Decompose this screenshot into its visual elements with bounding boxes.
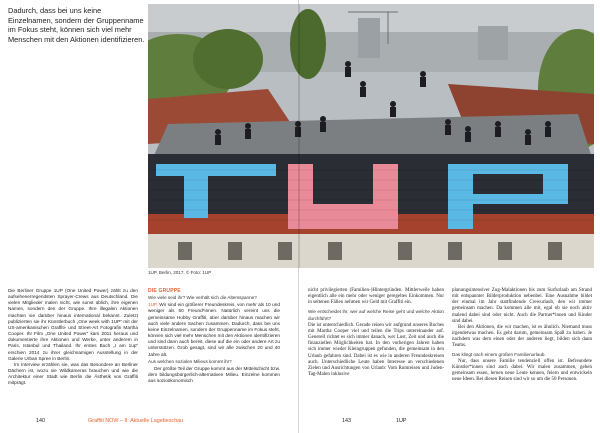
page-number-right: 143 (342, 418, 351, 424)
interview-answer (148, 302, 280, 357)
running-tag: 1UP (396, 418, 407, 424)
right-column-1 (308, 288, 444, 378)
answer-paragraph: Bei den Aktionen, die wir machen, ist es ähnlich. Niemand muss irgendetwas machen. Es geht darum, gemeinsam Spaß zu haben. Je nachdem was dem einen oder der anderen liegt, bilden sich dann Teams. (452, 324, 592, 349)
rooftop-photo (148, 4, 594, 268)
tree-center (290, 9, 326, 79)
interview-answer-4: Nur, dass unsere Familie tendenziell offen ist. Befreundete Künstler*innen sind auch dabei. Wir malen zusammen, gehen gemeinsam essen, lernen neue Leute kennen, feiern und entwickeln neue Ideen. Bei diesen Reisen sind wir so um die 50 Personen. (452, 358, 592, 383)
rooftop-illustration (148, 4, 594, 268)
left-column-1 (8, 288, 138, 387)
right-column-2 (452, 288, 592, 383)
building-facade (148, 234, 594, 268)
trees-left-2 (193, 29, 263, 89)
interview-answer-2: Der größte Teil der Gruppe kommt aus der Mittelschicht bzw. dem bildungsbürgerlich-alternativen Milieu. Einzelne kommen aus sozioökonomisch (148, 365, 280, 384)
intro-paragraph-2: Im Interview erzählen sie, was das Besondere an Berliner Dächern ist, wozu sie Wildkameras brauchen und wie die Architektur einer Stadt wie Berlin die Ästhetik von Graffiti mitprägt. (8, 361, 138, 386)
skyline-block (478, 26, 508, 60)
interview-question-4: Das klingt nach einem großen Familienurlaub. (452, 351, 546, 357)
section-heading: DIE GRUPPE (148, 288, 181, 294)
page-number-left: 140 (36, 418, 45, 424)
interview-question-2: Aus welchen sozialen Milieus kommt ihr? (148, 358, 232, 364)
photo-credit: 1UP, Berlin, 2017, © Foto: 1UP (148, 270, 212, 275)
answer-continued: nicht privilegierten (Familien-)Hintergründen. Mittlerweile haben eigentlich alle ein mehr oder weniger geregeltes Einkommen. Nur in seltenen Fällen nehmen wir Geld mit Graffiti ein. (308, 288, 444, 306)
interview-question-3: Wie entscheidet ihr, wer auf welche Reise geht und welche Aktion durchführt? (308, 309, 444, 321)
running-title: Graffiti NOW – II: Aktuelle Lagebeschau (88, 418, 184, 424)
speaker-tag: 1UP. (148, 302, 158, 308)
answer-text: Wir sind ein größerer Freundeskreis, von mehr als 10 und weniger als 50 Freund*innen. Natürlich vereint uns die gemeinsame Hobby Graffiti, aber darüber hinaus machen wir auch viele andere Sachen zusammen. Dadurch, dass bei uns keine Einzelnamen, sondern der Gruppenname im Fokus steht, können sich viel mehr Menschen mit den Aktionen identifizieren und sind dann auch bereit, diese auf die ein oder andere Art zu unterstützen. Grob gesagt, sind wir alle zwischen 20 und 40 Jahre alt. (148, 302, 280, 357)
intro-caption: Dadurch, dass bei uns keine Einzelnamen, sondern der Gruppenname im Fokus steht, können sich viel mehr Menschen mit den Aktionen identifizieren. (8, 6, 145, 44)
interview-question: Wie viele seid ihr? Wie verhält sich die Altersspanne? (148, 295, 257, 301)
left-column-2 (148, 288, 280, 384)
page-gutter (298, 4, 300, 268)
intro-paragraph: Die Berliner Gruppe 1UP (One United Power) zählt zu den aufsehenerregendsten Sprayer-Crews aus Deutschland. Die vielen Mitglieder malen nicht, wie sonst üblich, ihre eigenen Namen, sondern den der Gruppe. Ihre illegalen Aktionen machten sie darüber hinaus international bekannt. Zuletzt publizierten sie ihr Künstlerbuch „One week with 1UP“ mit der US-amerikanischen Graffiti- und Street-Art Fotografin Martha Cooper. Ihr Film „One United Power“ kam 2011 heraus und dokumentierte ihre Aktionen und Werke, unter anderem in Paris, Istanbul und Thailand. Ihr erstes Buch „I am 1up“ erschien 2014 zu ihrer gleichnamigen Ausstellung in der Galerie Urban Spree in Berlin. (8, 288, 138, 361)
skyline-tower (358, 18, 380, 58)
roof-letter-p-hole (473, 174, 543, 194)
interview-answer-3: Die ist unterschiedlich. Gerade reisen wir aufgrund unseres Buches mit Martha Cooper viel und teilen die Trips untereinander auf. Generell richtet es sich immer danach, wer Lust, Zeit und auch die finanziellen Möglichkeiten hat. In den vorherigen Jahren haben sich immer wieder Kleingruppen gefunden, die gemeinsam in den Urlaub gefahren sind. Dabei ist es wie in anderen Freundeskreisen auch. Unterschiedliche Leute haben Interesse an verschiedenen Zielen und Ausrichtungen von Urlaub: Vom Rumreisen und Juden-Tag-Malen inklusive (308, 322, 444, 378)
answer-continued-2: planungsintensiver Zug-Malaktionen bis zum Surfurlaub am Strand mit entspannter Bilderproduktion nebenbei. Eine Ausnahme bildet der einmal im Jahr stattfindende Crewurlaub, den wir immer gemeinsam machen. Da kommen alle mit, egal ob sie noch aktiv malend dabei sind oder nicht. Auch die Partner*innen und Kinder sind dabei. (452, 288, 592, 324)
